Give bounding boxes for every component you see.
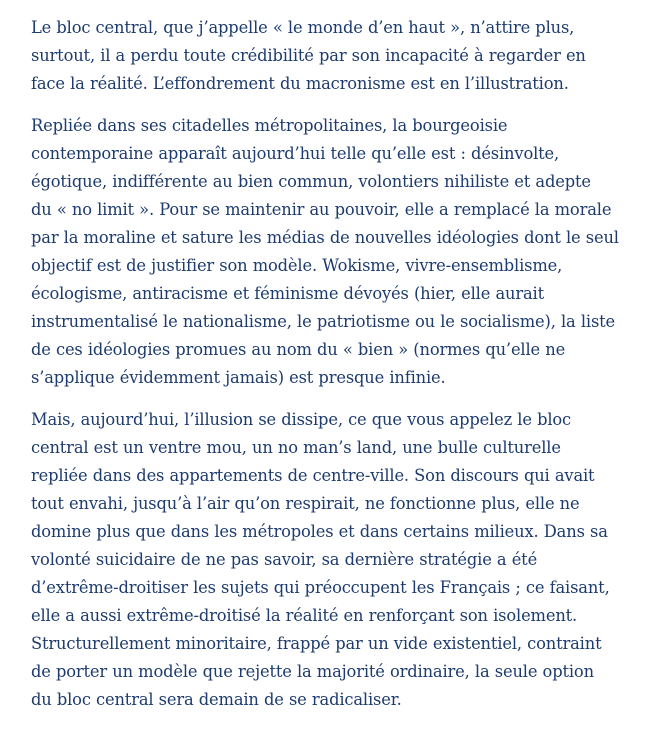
paragraph-line: de ces idéologies promues au nom du « bien » (normes qu’elle ne <box>31 340 566 359</box>
paragraph-line: du « no limit ». Pour se maintenir au pouvoir, elle a remplacé la morale <box>31 200 612 219</box>
paragraph-line: domine plus que dans les métropoles et dans certains milieux. Dans sa <box>31 522 608 541</box>
paragraph-line: d’extrême-droitiser les sujets qui préoccupent les Français ; ce faisant, <box>31 578 610 597</box>
paragraph-line: repliée dans des appartements de centre-ville. Son discours qui avait <box>31 466 595 485</box>
paragraph-1 <box>31 14 652 98</box>
paragraph-line: Repliée dans ses citadelles métropolitaines, la bourgeoisie <box>31 116 508 135</box>
paragraph-line: objectif est de justifier son modèle. Wokisme, vivre-ensemblisme, <box>31 256 563 275</box>
paragraph-line: égotique, indifférente au bien commun, volontiers nihiliste et adepte <box>31 172 591 191</box>
paragraph-line: central est un ventre mou, un no man’s land, une bulle culturelle <box>31 438 561 457</box>
paragraph-line: du bloc central sera demain de se radicaliser. <box>31 690 402 709</box>
paragraph-line: elle a aussi extrême-droitisé la réalité en renforçant son isolement. <box>31 606 578 625</box>
paragraph-line: de porter un modèle que rejette la majorité ordinaire, la seule option <box>31 662 594 681</box>
paragraph-line: contemporaine apparaît aujourd’hui telle qu’elle est : désinvolte, <box>31 144 560 163</box>
paragraph-line: instrumentalisé le nationalisme, le patriotisme ou le socialisme), la liste <box>31 312 616 331</box>
paragraph-line: face la réalité. L’effondrement du macronisme est en l’illustration. <box>31 74 569 93</box>
paragraph-line: par la moraline et sature les médias de nouvelles idéologies dont le seul <box>31 228 619 247</box>
paragraph-3 <box>31 406 652 714</box>
paragraph-line: volonté suicidaire de ne pas savoir, sa dernière stratégie a été <box>31 550 538 569</box>
paragraph-line: surtout, il a perdu toute crédibilité par son incapacité à regarder en <box>31 46 586 65</box>
paragraph-line: Le bloc central, que j’appelle « le monde d’en haut », n’attire plus, <box>31 18 575 37</box>
paragraph-line: s’applique évidemment jamais) est presque infinie. <box>31 368 446 387</box>
paragraph-line: écologisme, antiracisme et féminisme dévoyés (hier, elle aurait <box>31 284 544 303</box>
paragraph-line: Mais, aujourd’hui, l’illusion se dissipe, ce que vous appelez le bloc <box>31 410 572 429</box>
paragraph-2 <box>31 112 652 392</box>
paragraph-line: tout envahi, jusqu’à l’air qu’on respirait, ne fonctionne plus, elle ne <box>31 494 580 513</box>
paragraph-line: Structurellement minoritaire, frappé par un vide existentiel, contraint <box>31 634 602 653</box>
